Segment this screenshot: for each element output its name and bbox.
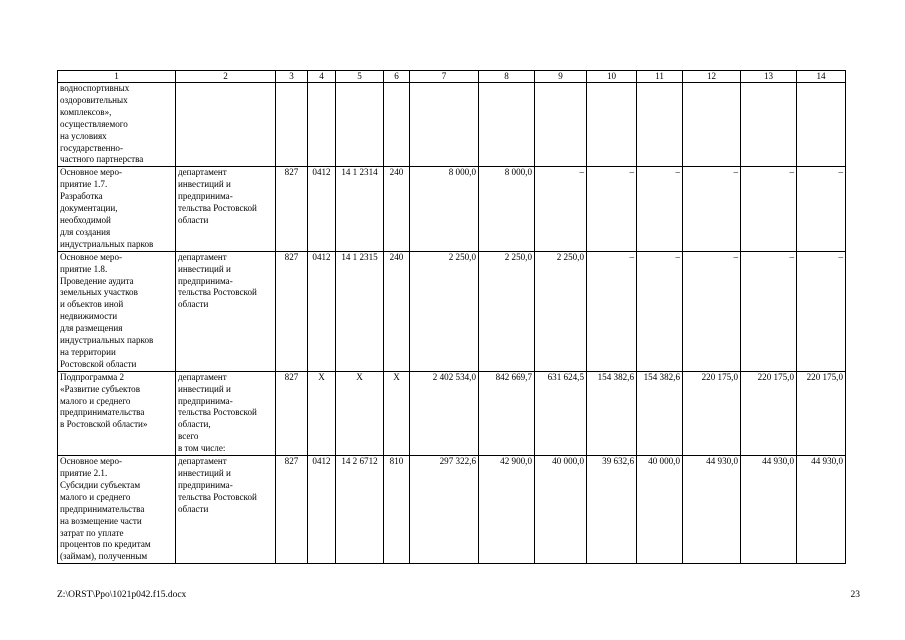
table-cell-col-5: 14 1 2315 — [336, 251, 384, 371]
table-cell-col-13: 44 930,0 — [741, 456, 797, 564]
table-cell-col-8: 42 900,0 — [479, 456, 535, 564]
table-cell-col-13: 220 175,0 — [741, 371, 797, 455]
table-cell-col-8: 8 000,0 — [479, 167, 535, 251]
table-cell-col-1: Основное меро- приятие 1.8. Проведение аудита земельных участков и объектов иной недвижимости для размещения индустриальных парков на территории Ростовской области — [58, 251, 176, 371]
table-cell-col-4: 0412 — [308, 456, 336, 564]
table-cell-col-1: Основное меро- приятие 1.7. Разработка документации, необходимой для создания индустриальных парков — [58, 167, 176, 251]
table-cell-col-11: 154 382,6 — [637, 371, 683, 455]
table-cell-col-12: 220 175,0 — [683, 371, 741, 455]
table-row — [58, 371, 846, 455]
header-cell: 1 — [58, 71, 176, 83]
footer-file-path: Z:\ORST\Ppo\1021p042.f15.docx — [57, 590, 187, 600]
header-cell: 14 — [797, 71, 846, 83]
table-cell-col-7 — [410, 83, 479, 167]
table-cell-col-5: 14 2 6712 — [336, 456, 384, 564]
header-cell: 12 — [683, 71, 741, 83]
table-cell-col-1: Основное меро- приятие 2.1. Субсидии субъектам малого и среднего предпринимательства на возмещение части затрат по уплате процентов по кредитам (займам), полученным — [58, 456, 176, 564]
table-cell-col-11 — [637, 83, 683, 167]
table-cell-col-4: 0412 — [308, 251, 336, 371]
table-cell-col-6: 240 — [384, 251, 410, 371]
table-cell-col-8 — [479, 83, 535, 167]
table-row — [58, 251, 846, 371]
table-cell-col-2: департамент инвестиций и предпринима- тельства Ростовской области, всего в том числе: — [176, 371, 276, 455]
table-cell-col-9 — [535, 83, 587, 167]
table-cell-col-14: 44 930,0 — [797, 456, 846, 564]
table-cell-col-9: 40 000,0 — [535, 456, 587, 564]
header-cell: 10 — [587, 71, 637, 83]
table-cell-col-5: 14 1 2314 — [336, 167, 384, 251]
table-cell-col-14 — [797, 83, 846, 167]
table-cell-col-12: – — [683, 251, 741, 371]
table-cell-col-14: 220 175,0 — [797, 371, 846, 455]
table-cell-col-3: 827 — [276, 371, 308, 455]
table-cell-col-6: 240 — [384, 167, 410, 251]
table-row — [58, 83, 846, 167]
table-cell-col-1: Подпрограмма 2 «Развитие субъектов малого и среднего предпринимательства в Ростовской области» — [58, 371, 176, 455]
table-cell-col-4 — [308, 83, 336, 167]
table-cell-col-8: 842 669,7 — [479, 371, 535, 455]
header-cell: 13 — [741, 71, 797, 83]
table-cell-col-9: 631 624,5 — [535, 371, 587, 455]
table-cell-col-11: 40 000,0 — [637, 456, 683, 564]
budget-table — [57, 70, 846, 564]
header-cell: 3 — [276, 71, 308, 83]
table-cell-col-7: 2 402 534,0 — [410, 371, 479, 455]
table-cell-col-9: – — [535, 167, 587, 251]
table-cell-col-13 — [741, 83, 797, 167]
table-cell-col-6: 810 — [384, 456, 410, 564]
table-cell-col-2: департамент инвестиций и предпринима- тельства Ростовской области — [176, 251, 276, 371]
table-cell-col-3: 827 — [276, 167, 308, 251]
table-cell-col-10: 39 632,6 — [587, 456, 637, 564]
table-cell-col-7: 2 250,0 — [410, 251, 479, 371]
table-cell-col-12: – — [683, 167, 741, 251]
table-row — [58, 456, 846, 564]
header-cell: 9 — [535, 71, 587, 83]
table-cell-col-10: 154 382,6 — [587, 371, 637, 455]
header-cell: 11 — [637, 71, 683, 83]
footer-page-number: 23 — [850, 590, 860, 600]
table-cell-col-7: 297 322,6 — [410, 456, 479, 564]
table-cell-col-12: 44 930,0 — [683, 456, 741, 564]
header-cell: 2 — [176, 71, 276, 83]
table-cell-col-12 — [683, 83, 741, 167]
header-cell: 7 — [410, 71, 479, 83]
table-cell-col-8: 2 250,0 — [479, 251, 535, 371]
header-cell: 8 — [479, 71, 535, 83]
table-cell-col-14: – — [797, 167, 846, 251]
table-cell-col-13: – — [741, 167, 797, 251]
table-row — [58, 167, 846, 251]
table-cell-col-14: – — [797, 251, 846, 371]
table-cell-col-6 — [384, 83, 410, 167]
header-cell: 5 — [336, 71, 384, 83]
table-cell-col-9: 2 250,0 — [535, 251, 587, 371]
table-cell-col-11: – — [637, 251, 683, 371]
header-cell: 4 — [308, 71, 336, 83]
table-cell-col-4: 0412 — [308, 167, 336, 251]
table-cell-col-2: департамент инвестиций и предпринима- тельства Ростовской области — [176, 167, 276, 251]
table-cell-col-2: департамент инвестиций и предпринима- тельства Ростовской области — [176, 456, 276, 564]
table-cell-col-7: 8 000,0 — [410, 167, 479, 251]
table-cell-col-3 — [276, 83, 308, 167]
table-cell-col-5: X — [336, 371, 384, 455]
table-cell-col-3: 827 — [276, 251, 308, 371]
table-cell-col-5 — [336, 83, 384, 167]
header-cell: 6 — [384, 71, 410, 83]
table-cell-col-10: – — [587, 251, 637, 371]
table-cell-col-10: – — [587, 167, 637, 251]
table-cell-col-6: X — [384, 371, 410, 455]
table-cell-col-1: водноспортивных оздоровительных комплексов», осуществляемого на условиях государственно- частного партнерства — [58, 83, 176, 167]
table-cell-col-3: 827 — [276, 456, 308, 564]
table-cell-col-13: – — [741, 251, 797, 371]
table-cell-col-2 — [176, 83, 276, 167]
table-cell-col-4: X — [308, 371, 336, 455]
table-header-row — [58, 71, 846, 83]
table-cell-col-11: – — [637, 167, 683, 251]
table-cell-col-10 — [587, 83, 637, 167]
